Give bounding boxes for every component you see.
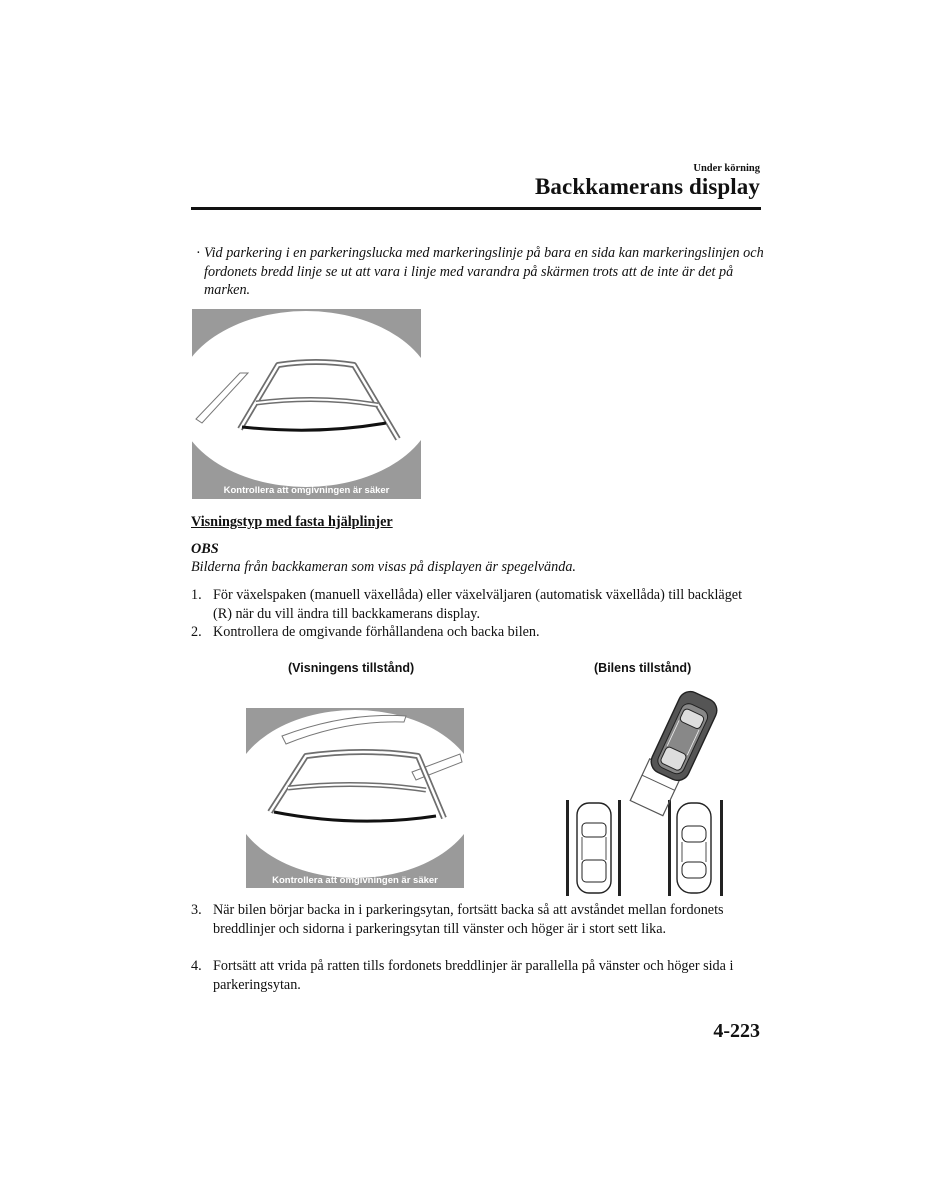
parking-line-left [566, 800, 569, 896]
camera-screen-2 [246, 708, 464, 888]
subheading: Visningstyp med fasta hjälplinjer [191, 514, 393, 530]
step-number: 2. [191, 624, 202, 640]
figure-label-view: (Visningens tillstånd) [288, 661, 415, 675]
page-number: 4-223 [713, 1020, 760, 1042]
step-text: Fortsätt att vrida på ratten tills fordonets breddlinjer är parallella på vänster och höger sida i parkeringsytan. [213, 958, 734, 993]
title-rule [191, 207, 761, 210]
reversing-car [647, 690, 720, 784]
note-text: Vid parkering i en parkeringslucka med markeringslinje på bara en sida kan markeringslinjen och fordonets bredd linje se ut att vara i linje med varandra på skärmen trots att de inte är det på marken. [204, 245, 764, 298]
parked-car-left [577, 803, 611, 893]
step-item [191, 623, 751, 642]
parked-car-right [677, 803, 711, 893]
screen-caption: Kontrollera att omgivningen är säker [272, 875, 438, 886]
obs-label: OBS [191, 541, 219, 557]
camera-screen-1-graphic [192, 309, 421, 499]
step-text: För växelspaken (manuell växellåda) eller växelväljaren (automatisk växellåda) till backläget (R) när du vill ändra till backkamerans display. [213, 587, 743, 622]
step-number: 1. [191, 587, 202, 603]
bullet-dot: · [196, 245, 201, 261]
step-item [191, 957, 751, 994]
parking-line-right [668, 800, 671, 896]
obs-text: Bilderna från backkameran som visas på displayen är spegelvända. [191, 559, 576, 575]
step-number: 3. [191, 902, 202, 918]
step-item [191, 586, 751, 623]
step-number: 4. [191, 958, 202, 974]
section-label: Under körning [693, 163, 760, 174]
step-text: Kontrollera de omgivande förhållandena och backa bilen. [213, 624, 540, 640]
parking-line-far-right [720, 800, 723, 896]
camera-screen-1 [192, 309, 421, 499]
step-text: När bilen börjar backa in i parkeringsytan, fortsätt backa så att avståndet mellan fordonets breddlinjer och sidorna i parkeringsytan till vänster och höger är i stort sett lika. [213, 902, 724, 937]
screen-caption: Kontrollera att omgivningen är säker [223, 485, 390, 496]
note-bullet-item [196, 244, 766, 300]
step-item [191, 901, 751, 938]
camera-screen-2-graphic [246, 708, 464, 888]
parking-diagram [560, 690, 730, 900]
figure-label-vehicle: (Bilens tillstånd) [594, 661, 692, 675]
page-title: Backkamerans display [534, 174, 760, 199]
parking-line-middle [618, 800, 621, 896]
